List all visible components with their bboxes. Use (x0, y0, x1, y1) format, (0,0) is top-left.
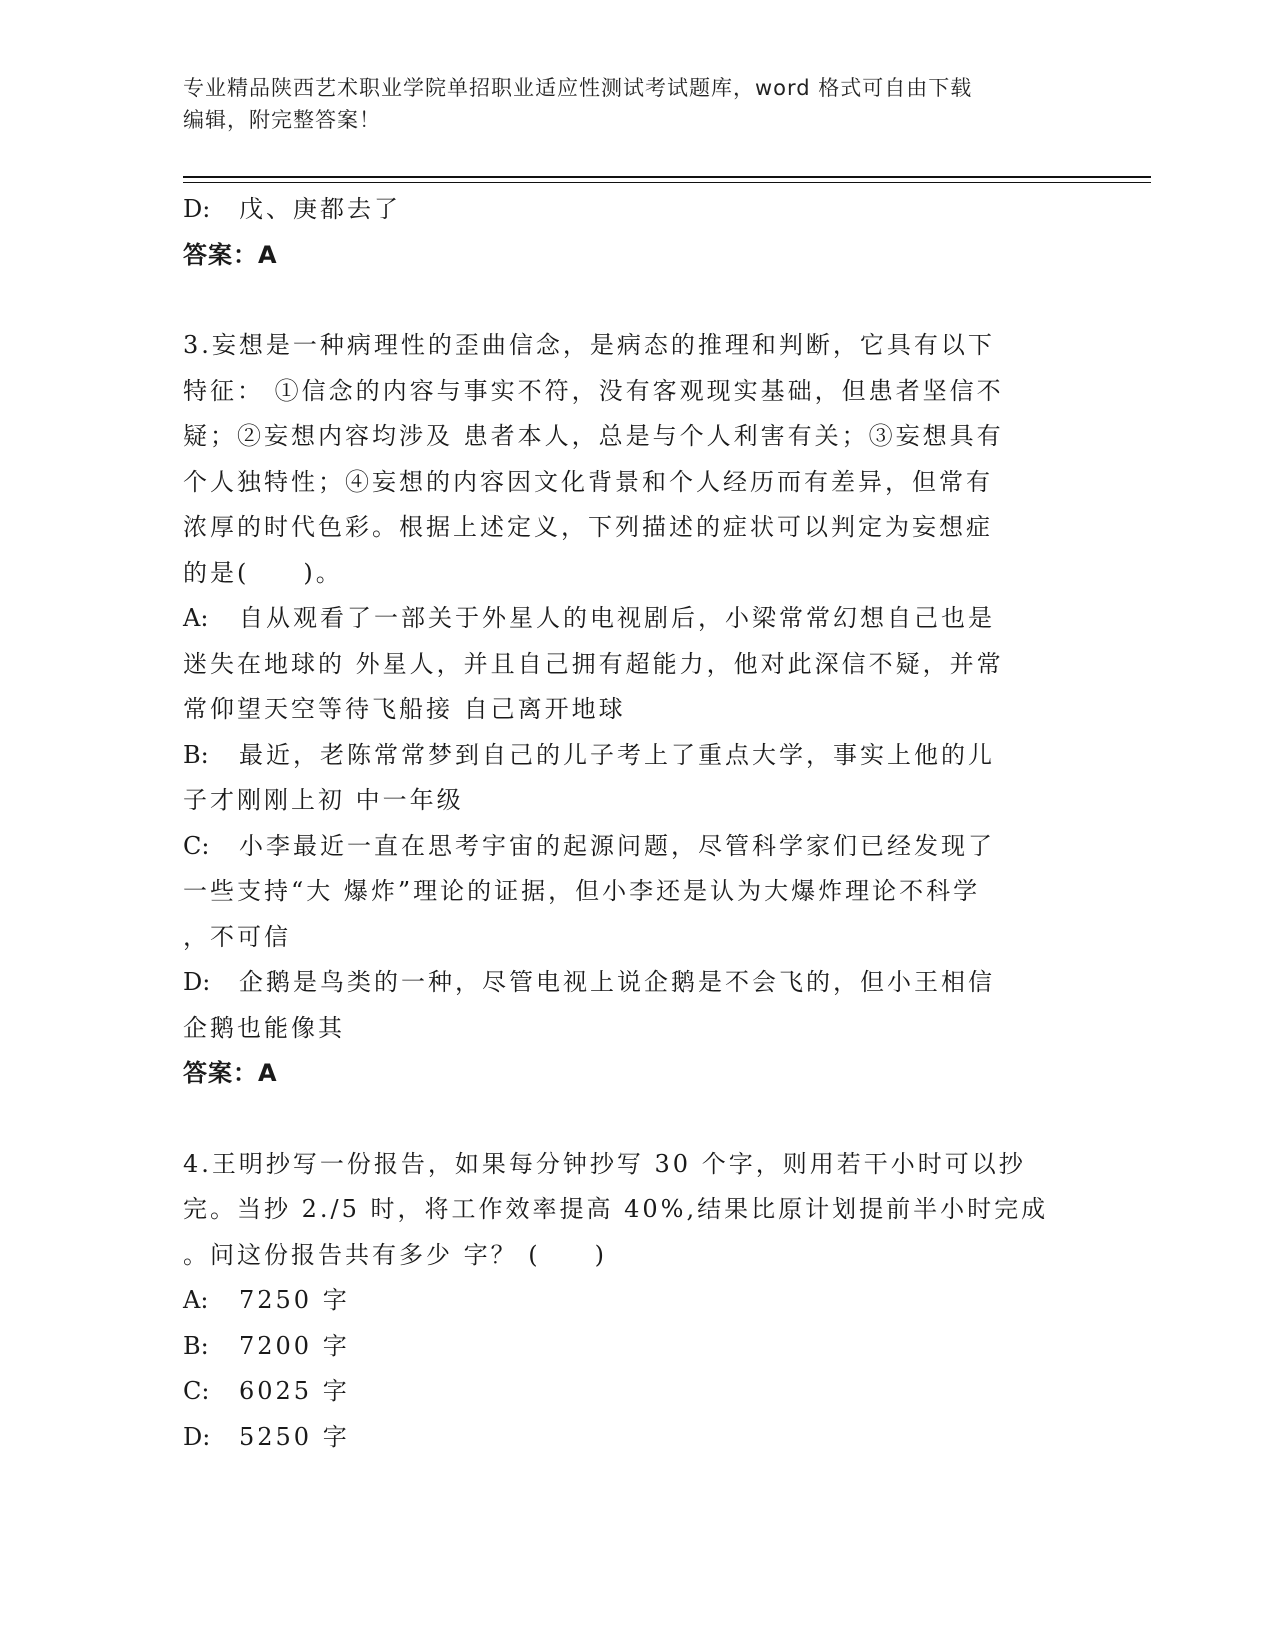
q4-option-b (183, 1324, 1083, 1370)
option-text: 迷失在地球的 外星人，并且自己拥有超能力，他对此深信不疑，并常 (183, 649, 1004, 678)
q3-option-d (183, 960, 1083, 1051)
option-text: 最近，老陈常常梦到自己的儿子考上了重点大学，事实上他的儿 (239, 740, 995, 769)
option-letter: D: (183, 968, 211, 996)
option-letter: B: (183, 740, 209, 769)
q2-option-d (183, 187, 1083, 233)
q4-option-a (183, 1278, 1083, 1324)
document-body (183, 187, 1083, 1460)
option-text: 戊、庚都去了 (239, 195, 401, 223)
q3-answer: 答案：A (183, 1059, 278, 1087)
header-line-1: 专业精品陕西艺术职业学院单招职业适应性测试考试题库，word 格式可自由下载 (183, 76, 973, 100)
q3-option-c (183, 824, 1083, 961)
q3-stem-line: 个人独特性；④妄想的内容因文化背景和个人经历而有差异，但常有 (183, 467, 993, 496)
header-line-2: 编辑，附完整答案！ (183, 108, 381, 132)
header-rule-thin (183, 182, 1151, 183)
q3-stem-line: 疑；②妄想内容均涉及 患者本人，总是与个人利害有关；③妄想具有 (183, 422, 1004, 450)
option-text: 企鹅也能像其 (183, 1013, 345, 1042)
q3-stem-line: 3.妄想是一种病理性的歪曲信念，是病态的推理和判断，它具有以下 (183, 331, 995, 359)
option-letter: A: (183, 604, 209, 632)
spacer (183, 1097, 1083, 1142)
option-text: 子才刚刚上初 中一年级 (183, 786, 464, 814)
q3-stem (183, 323, 1083, 596)
spacer (183, 278, 1083, 323)
q2-answer: 答案：A (183, 240, 278, 269)
page-header (183, 72, 1083, 136)
q3-option-b (183, 733, 1083, 824)
header-rule-thick (183, 176, 1151, 178)
q3-stem-line: 特征： ①信念的内容与事实不符，没有客观现实基础，但患者坚信不 (183, 376, 1004, 405)
option-text: ，不可信 (183, 922, 291, 951)
option-text: 一些支持“大 爆炸”理论的证据，但小李还是认为大爆炸理论不科学 (183, 877, 981, 905)
q4-stem-line: 4.王明抄写一份报告，如果每分钟抄写 30 个字，则用若干小时可以抄 (183, 1149, 1026, 1178)
option-text: 5250 字 (239, 1422, 350, 1451)
q4-stem-line: 完。当抄 2./5 时，将工作效率提高 40%,结果比原计划提前半小时完成 (183, 1195, 1049, 1223)
q4-option-c (183, 1369, 1083, 1415)
option-text: 企鹅是鸟类的一种，尽管电视上说企鹅是不会飞的，但小王相信 (239, 968, 995, 996)
option-letter: A: (183, 1286, 209, 1314)
option-text: 小李最近一直在思考宇宙的起源问题，尽管科学家们已经发现了 (239, 831, 995, 860)
q4-stem (183, 1142, 1083, 1279)
option-text: 7200 字 (239, 1331, 350, 1360)
q4-option-d (183, 1415, 1083, 1461)
q3-option-a (183, 596, 1083, 733)
option-text: 7250 字 (239, 1286, 350, 1314)
option-text: 自从观看了一部关于外星人的电视剧后，小梁常常幻想自己也是 (239, 604, 995, 632)
option-letter: C: (183, 831, 210, 860)
option-letter: D: (183, 195, 211, 223)
option-letter: D: (183, 1422, 211, 1451)
option-letter: C: (183, 1377, 210, 1405)
option-text: 6025 字 (239, 1377, 350, 1405)
option-letter: B: (183, 1331, 209, 1360)
q3-stem-line: 浓厚的时代色彩。根据上述定义，下列描述的症状可以判定为妄想症 (183, 513, 993, 541)
q3-stem-line: 的是( )。 (183, 558, 343, 587)
q4-stem-line: 。问这份报告共有多少 字？ ( ) (183, 1240, 607, 1269)
option-text: 常仰望天空等待飞船接 自己离开地球 (183, 695, 626, 723)
